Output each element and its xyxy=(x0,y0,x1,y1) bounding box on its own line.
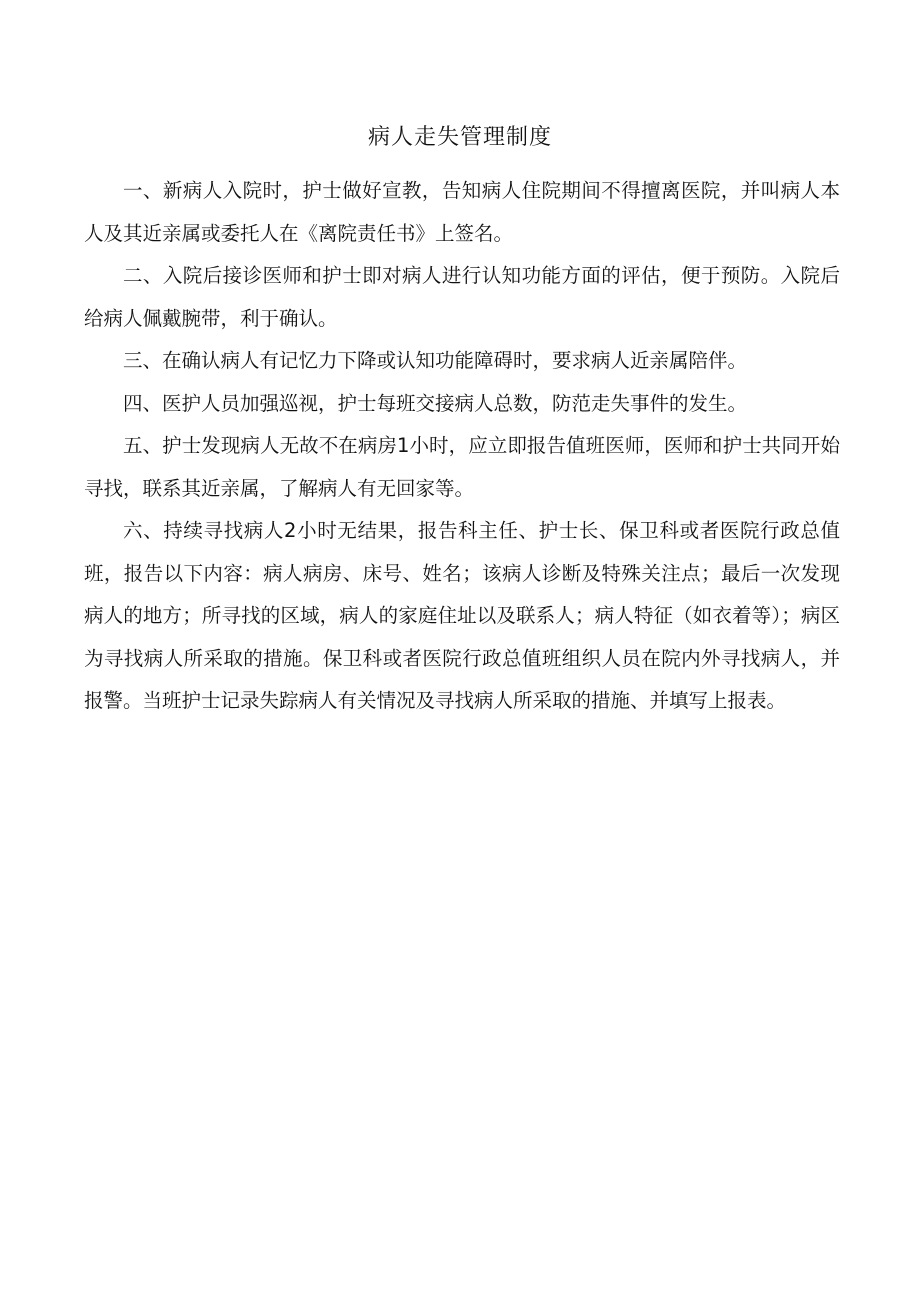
paragraph-3: 三、在确认病人有记忆力下降或认知功能障碍时，要求病人近亲属陪伴。 xyxy=(123,349,748,372)
paragraph-5: 五、护士发现病人无故不在病房1小时，应立即报告值班医师，医师和护士共同开始寻找，联系其近亲属，了解病人有无回家等。 xyxy=(84,434,840,500)
paragraph-4: 四、医护人员加强巡视，护士每班交接病人总数，防范走失事件的发生。 xyxy=(123,391,748,415)
paragraph-2: 二、入院后接诊医师和护士即对病人进行认知功能方面的评估，便于预防。入院后给病人佩戴腕带，利于确认。 xyxy=(84,264,840,330)
paragraph-6: 六、持续寻找病人2小时无结果，报告科主任、护士长、保卫科或者医院行政总值班，报告以下内容：病人病房、床号、姓名；该病人诊断及特殊关注点；最后一次发现病人的地方；所寻找的区域，病人的家庭住址以及联系人；病人特征（如衣着等）；病区为寻找病人所采取的措施。保卫科或者医院行政总值班组织人员在院内外寻找病人，并报警。当班护士记录失踪病人有关情况及寻找病人所采取的措施、并填写上报表。 xyxy=(84,519,840,712)
document-title: 病人走失管理制度 xyxy=(367,125,552,150)
paragraph-1: 一、新病人入院时，护士做好宣教，告知病人住院期间不得擅离医院，并叫病人本人及其近亲属或委托人在《离院责任书》上签名。 xyxy=(84,179,840,245)
document-body xyxy=(84,170,840,723)
